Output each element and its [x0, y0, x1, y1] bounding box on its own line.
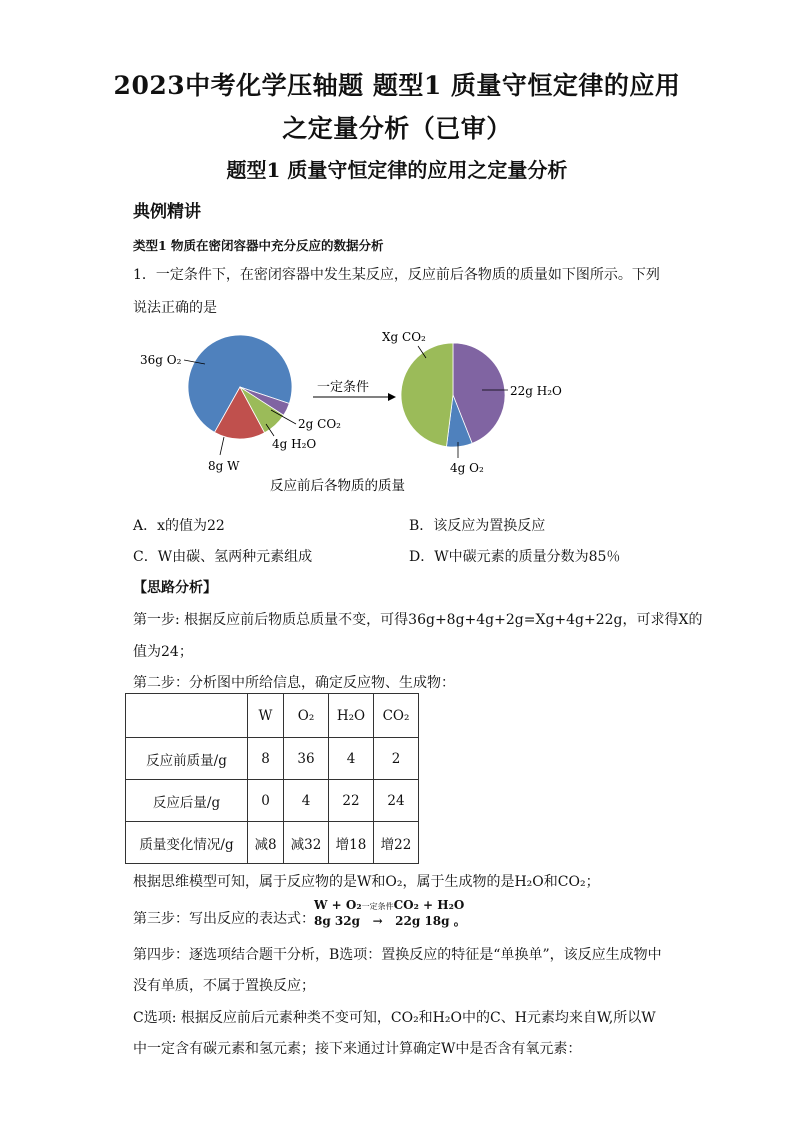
table-cell: 8: [248, 738, 284, 780]
table-cell: 22: [329, 780, 374, 822]
table-cell: 反应后量/g: [126, 780, 248, 822]
table-cell: 质量变化情况/g: [126, 822, 248, 864]
table-cell: 24: [374, 780, 419, 822]
step1-line-2: 值为24；: [133, 644, 193, 660]
table-cell: 增18: [329, 822, 374, 864]
reaction-equation: [314, 898, 466, 929]
table-cell: [126, 694, 248, 738]
title-line-1: 2023中考化学压轴题 题型1 质量守恒定律的应用: [113, 71, 681, 100]
option-c-analysis-line-2: 中一定含有碳元素和氢元素；接下来通过计算确定W中是否含有氧元素：: [133, 1041, 582, 1057]
label-after-o2: 4g O₂: [450, 461, 484, 475]
step1-line-1: 第一步: 根据反应前后物质总质量不变，可得36g+8g+4g+2g=Xg+4g+22g，可求得X的: [133, 612, 703, 628]
figure-caption: 反应前后各物质的质量: [270, 478, 405, 494]
label-before-co2: 2g CO₂: [298, 417, 341, 431]
subtitle: 题型1 质量守恒定律的应用之定量分析: [226, 158, 568, 182]
table-cell: H₂O: [329, 694, 374, 738]
pie-after: [401, 343, 505, 447]
mass-table: [125, 693, 419, 864]
arrow-label: 一定条件: [317, 380, 370, 395]
table-cell: O₂: [284, 694, 329, 738]
table-row: [126, 822, 419, 864]
table-header-row: [126, 694, 419, 738]
label-after-h2o: 22g H₂O: [510, 384, 562, 398]
label-before-h2o: 4g H₂O: [272, 437, 317, 451]
equation-top-row: [314, 898, 466, 914]
equation-arrow: →: [372, 914, 383, 928]
table-cell: 0: [248, 780, 284, 822]
pie-before: [188, 335, 292, 439]
reaction-figure: [120, 320, 600, 500]
table-row: [126, 780, 419, 822]
step3-label: 第三步：写出反应的表达式：: [133, 911, 315, 927]
table-cell: CO₂: [374, 694, 419, 738]
equation-reactants: W + O₂: [314, 898, 362, 912]
equation-products: CO₂ + H₂O: [393, 898, 465, 912]
equation-end: 。: [453, 914, 466, 928]
table-cell: 减8: [248, 822, 284, 864]
title-line-2: 之定量分析（已审）: [282, 114, 512, 143]
table-cell: 增22: [374, 822, 419, 864]
question-line-1: 1．一定条件下，在密闭容器中发生某反应，反应前后各物质的质量如下图所示。下列: [133, 267, 660, 283]
pie-slice-co: [401, 343, 453, 447]
step4-line-2: 没有单质，不属于置换反应；: [133, 978, 315, 994]
analysis-heading: 【思路分析】: [133, 580, 217, 596]
equation-bottom-row: [314, 914, 466, 929]
option-d: D．W中碳元素的质量分数为85％: [409, 549, 621, 565]
option-c: C．W由碳、氢两种元素组成: [133, 549, 313, 565]
label-before-o2: 36g O₂: [140, 353, 182, 367]
equation-product-masses: 22g 18g: [395, 914, 450, 928]
equation-condition: 一定条件: [361, 902, 394, 911]
label-before-w: 8g W: [208, 459, 240, 473]
table-cell: W: [248, 694, 284, 738]
equation-reactant-masses: 8g 32g: [314, 914, 361, 928]
model-line: 根据思维模型可知，属于反应物的是W和O₂，属于生成物的是H₂O和CO₂；: [133, 874, 600, 890]
step4-line-1: 第四步：逐选项结合题干分析，B选项：置换反应的特征是“单换单”，该反应生成物中: [133, 947, 662, 963]
leader-before-w: [220, 437, 224, 455]
question-line-2: 说法正确的是: [133, 300, 217, 316]
type-heading: 类型1 物质在密闭容器中充分反应的数据分析: [133, 238, 384, 253]
reaction-arrowhead: [388, 393, 396, 401]
label-after-co2: Xg CO₂: [382, 330, 426, 344]
table-cell: 4: [329, 738, 374, 780]
table-cell: 36: [284, 738, 329, 780]
table-row: [126, 738, 419, 780]
step2-line: 第二步：分析图中所给信息，确定反应物、生成物：: [133, 675, 455, 691]
table-cell: 减32: [284, 822, 329, 864]
table-cell: 反应前质量/g: [126, 738, 248, 780]
section-heading: 典例精讲: [133, 202, 201, 222]
option-a: A．x的值为22: [133, 518, 225, 534]
option-c-analysis-line-1: C选项: 根据反应前后元素种类不变可知，CO₂和H₂O中的C、H元素均来自W,所以W: [133, 1010, 656, 1026]
table-cell: 4: [284, 780, 329, 822]
table-cell: 2: [374, 738, 419, 780]
option-b: B．该反应为置换反应: [409, 518, 546, 534]
